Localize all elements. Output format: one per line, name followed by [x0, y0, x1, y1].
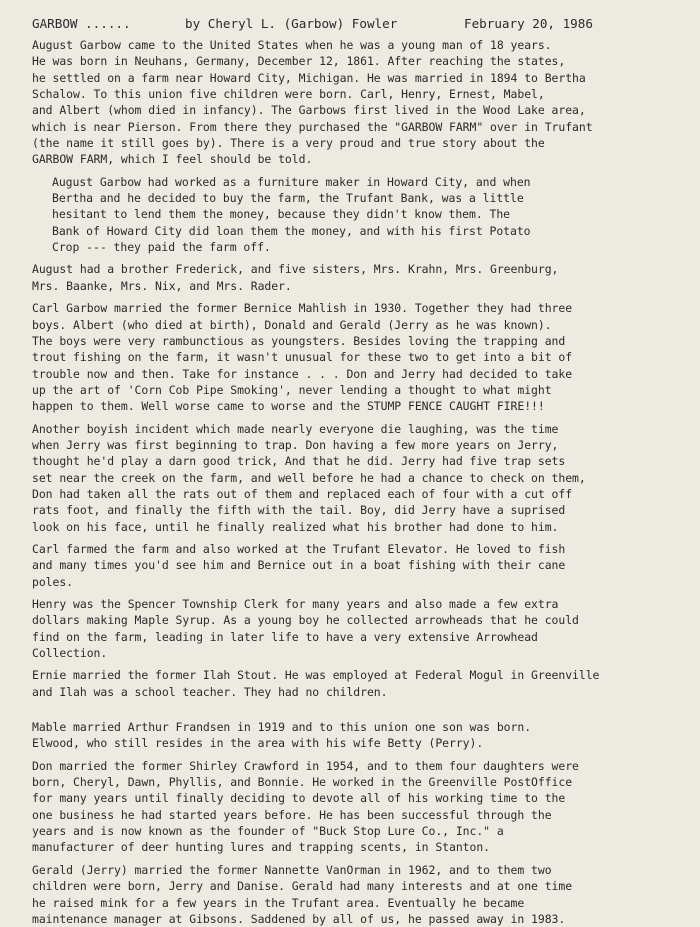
text-line: he settled on a farm near Howard City, Michigan. He was married in 1894 to Bertha [32, 70, 586, 85]
text-line: up the art of 'Corn Cob Pipe Smoking', never lending a thought to what might [32, 382, 552, 397]
paragraph-mable [32, 719, 692, 752]
text-line: August Garbow came to the United States when he was a young man of 18 years. [32, 38, 552, 52]
paragraph-farm-story [52, 174, 692, 256]
document-body [32, 37, 692, 927]
text-line: Don married the former Shirley Crawford in 1954, and to them four daughters were [32, 758, 579, 773]
text-line: Gerald (Jerry) married the former Nannette VanOrman in 1962, and to them two [32, 862, 552, 877]
paragraph-carl [32, 300, 692, 414]
text-line: Bertha and he decided to buy the farm, the Trufant Bank, was a little [52, 191, 524, 206]
text-line: poles. [32, 574, 74, 589]
document-author: by Cheryl L. (Garbow) Fowler [185, 16, 398, 31]
text-line: maintenance manager at Gibsons. Saddened by all of us, he passed away in 1983. [32, 911, 566, 926]
paragraph-ernie [32, 667, 692, 700]
text-line: Elwood, who still resides in the area with his wife Betty (Perry). [32, 736, 484, 751]
paragraph-intro [32, 37, 692, 168]
text-line: The boys were very rambunctious as youngsters. Besides loving the trapping and [32, 333, 566, 348]
text-line: for many years until finally deciding to devote all of his working time to the [32, 791, 566, 806]
text-line: Mrs. Baanke, Mrs. Nix, and Mrs. Rader. [32, 278, 292, 293]
text-line: set near the creek on the farm, and well before he had a chance to check on them, [32, 470, 586, 485]
text-line: Mable married Arthur Frandsen in 1919 and to this union one son was born. [32, 720, 532, 735]
text-line: when Jerry was first beginning to trap. Don having a few more years on Jerry, [32, 437, 559, 452]
text-line: Another boyish incident which made nearly everyone die laughing, was the time [32, 421, 559, 436]
text-line: Bank of Howard City did loan them the money, and with his first Potato [52, 223, 531, 238]
text-line: he raised mink for a few years in the Trufant area. Eventually he became [32, 895, 525, 910]
text-line: GARBOW FARM, which I feel should be told. [32, 152, 313, 167]
text-line: and Albert (whom died in infancy). The Garbows first lived in the Wood Lake area, [32, 103, 586, 118]
document-title: GARBOW ...... [32, 16, 131, 31]
text-line: August had a brother Frederick, and five sisters, Mrs. Krahn, Mrs. Greenburg, [32, 262, 559, 277]
document-date: February 20, 1986 [464, 16, 593, 31]
text-line: and many times you'd see him and Bernice out in a boat fishing with their cane [32, 558, 566, 573]
paragraph-trap-trick [32, 421, 692, 535]
document-header [32, 11, 692, 37]
text-line: born, Cheryl, Dawn, Phyllis, and Bonnie. He worked in the Greenville PostOffice [32, 775, 573, 790]
text-line: Schalow. To this union five children were born. Carl, Henry, Ernest, Mabel, [32, 87, 545, 102]
text-line: years and is now known as the founder of "Buck Stop Lure Co., Inc." a [32, 824, 504, 839]
paragraph-gap [32, 706, 692, 719]
text-line: (the name it still goes by). There is a very proud and true story about the [32, 136, 545, 151]
text-line: manufacturer of deer hunting lures and trapping scents, in Stanton. [32, 840, 491, 855]
text-line: Crop --- they paid the farm off. [52, 240, 271, 255]
text-line: thought he'd play a darn good trick, And that he did. Jerry had five trap sets [32, 454, 566, 469]
text-line: Carl farmed the farm and also worked at the Trufant Elevator. He loved to fish [32, 541, 566, 556]
paragraph-carl-fishing [32, 541, 692, 590]
text-line: find on the farm, leading in later life to have a very extensive Arrowhead [32, 629, 538, 644]
text-line: Henry was the Spencer Township Clerk for many years and also made a few extra [32, 597, 559, 611]
text-line: August Garbow had worked as a furniture maker in Howard City, and when [52, 174, 531, 189]
text-line: He was born in Neuhans, Germany, December 12, 1861. After reaching the states, [32, 54, 566, 69]
paragraph-henry [32, 596, 692, 661]
paragraph-don [32, 758, 692, 856]
text-line: children were born, Jerry and Danise. Gerald had many interests and at one time [32, 879, 573, 894]
text-line: hesitant to lend them the money, because they didn't know them. The [52, 207, 511, 222]
text-line: happen to them. Well worse came to worse and the STUMP FENCE CAUGHT FIRE!!! [32, 399, 545, 414]
text-line: trout fishing on the farm, it wasn't unusual for these two to get into a bit of [32, 350, 573, 365]
text-line: rats foot, and finally the fifth with the tail. Boy, did Jerry have a suprised [32, 503, 566, 518]
paragraph-siblings [32, 261, 692, 294]
text-line: dollars making Maple Syrup. As a young boy he collected arrowheads that he could [32, 613, 579, 628]
text-line: one business he had started years before. He has been successful through the [32, 807, 552, 822]
text-line: boys. Albert (who died at birth), Donald and Gerald (Jerry as he was known). [32, 317, 552, 332]
text-line: and Ilah was a school teacher. They had no children. [32, 684, 388, 699]
text-line: trouble now and then. Take for instance . . . Don and Jerry had decided to take [32, 366, 573, 381]
text-line: Ernie married the former Ilah Stout. He was employed at Federal Mogul in Greenville [32, 668, 600, 683]
text-line: Carl Garbow married the former Bernice Mahlish in 1930. Together they had three [32, 301, 573, 316]
text-line: Don had taken all the rats out of them and replaced each of four with a cut off [32, 486, 573, 501]
text-line: Collection. [32, 646, 108, 661]
paragraph-gerald [32, 862, 692, 927]
text-line: which is near Pierson. From there they purchased the "GARBOW FARM" over in Trufant [32, 119, 593, 134]
text-line: look on his face, until he finally realized what his brother had done to him. [32, 519, 559, 534]
